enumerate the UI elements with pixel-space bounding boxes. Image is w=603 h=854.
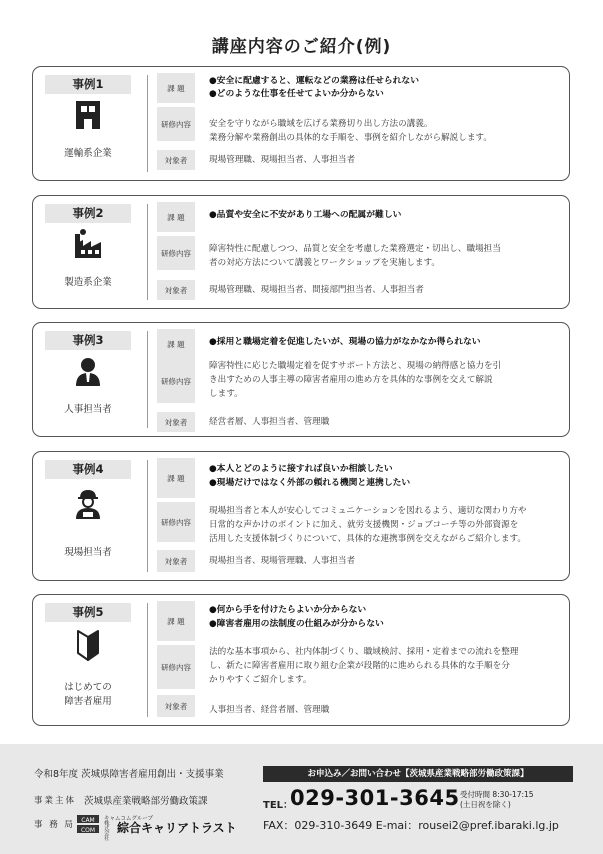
issue-label: 課 題 <box>157 73 195 103</box>
factory-icon <box>73 228 103 260</box>
building-icon <box>73 99 103 131</box>
company-logo <box>77 814 247 842</box>
content-text: 安全を守りながら職域を広げる業務切り出し方法の講義。 <box>209 119 433 129</box>
case-category <box>33 147 143 161</box>
case-category <box>33 546 143 560</box>
case-category <box>33 681 143 709</box>
target-label: 対象者 <box>157 550 195 572</box>
content-text: 法的な基本事項から、社内体制づくり、職域検討、採用・定着までの流れを整理 <box>209 647 519 657</box>
worker-icon <box>73 488 103 520</box>
case-category-line: 障害者雇用 <box>64 696 112 707</box>
case-category-line: 現場担当者 <box>64 547 112 558</box>
case-tag: 事例1 <box>45 75 131 94</box>
case-category-line: 製造系企業 <box>64 277 112 288</box>
svg-text:COM: COM <box>80 827 96 834</box>
program-name: 令和8年度 茨城県障害者雇用創出・支援事業 <box>34 769 224 780</box>
issue-label: 課 題 <box>157 329 195 359</box>
svg-text:CAM: CAM <box>81 817 95 824</box>
issue-text: ●何から手を付けたらよいか分からない <box>209 605 367 615</box>
content-text: 障害特性に配慮しつつ、品質と安全を考慮した業務選定・切出し、職場担当 <box>209 244 501 254</box>
sponsor-key: 事業主体 <box>34 796 77 806</box>
case-category-line: 人事担当者 <box>64 404 112 415</box>
issue-text: ●安全に配慮すると、運転などの業務は任せられない <box>209 76 420 86</box>
divider <box>147 460 148 572</box>
content-text: 活用した支援体制づくりについて、具体的な連携事例を交えながらご紹介します。 <box>209 534 526 544</box>
camcom-logo-icon <box>77 814 101 834</box>
case-header <box>33 323 143 436</box>
content-label: 研修内容 <box>157 359 195 403</box>
company-name: 綜合キャリアトラスト <box>117 821 237 835</box>
content-label: 研修内容 <box>157 107 195 141</box>
hours-text: 受付時間 8:30-17:15 <box>460 790 534 799</box>
issue-text: ●品質や安全に不安があり工場への配属が難しい <box>209 210 402 220</box>
content-text: します。 <box>209 389 243 399</box>
divider <box>147 331 148 428</box>
beginner-mark-icon <box>73 629 103 661</box>
issue-text: ●どのような仕事を任せてよいか分からない <box>209 89 384 99</box>
sponsor-name: 茨城県産業戦略部労働政策課 <box>84 796 208 807</box>
case-tag: 事例4 <box>45 460 131 479</box>
person-icon <box>73 355 103 387</box>
content-text: 業務分解や業務創出の具体的な手順を、事例を紹介しながら解説します。 <box>209 133 492 143</box>
target-text: 経営者層、人事担当者、管理職 <box>209 417 330 427</box>
case-card <box>32 594 570 726</box>
contact-bar: お申込み／お問い合わせ【茨城県産業戦略部労働政策課】 <box>263 766 573 782</box>
fax-email: FAX：029-310-3649 E-mai：rousei2@pref.ibaraki.lg.jp <box>263 819 559 832</box>
content-text: かりやすくご紹介します。 <box>209 675 312 685</box>
case-tag: 事例3 <box>45 331 131 350</box>
target-text: 現場管理職、現場担当者、間接部門担当者、人事担当者 <box>209 285 424 295</box>
issue-text: ●採用と職場定着を促進したいが、現場の協力がなかなか得られない <box>209 337 481 347</box>
divider <box>147 75 148 172</box>
case-header <box>33 595 143 725</box>
target-text: 人事担当者、経営者層、管理職 <box>209 705 330 715</box>
content-label: 研修内容 <box>157 502 195 542</box>
divider <box>147 204 148 300</box>
target-label: 対象者 <box>157 412 195 432</box>
case-category <box>33 276 143 290</box>
divider <box>147 603 148 717</box>
company-prefix: 株式会社 <box>104 821 110 842</box>
case-tag: 事例2 <box>45 204 131 223</box>
target-label: 対象者 <box>157 695 195 717</box>
case-category <box>33 403 143 417</box>
case-header <box>33 452 143 580</box>
case-header <box>33 196 143 308</box>
case-tag: 事例5 <box>45 603 131 622</box>
office-hours <box>460 790 534 810</box>
target-text: 現場管理職、現場担当者、人事担当者 <box>209 155 356 165</box>
issue-text: ●現場だけではなく外部の頼れる機関と連携したい <box>209 478 411 488</box>
content-text: 日常的な声かけのポイントに加え、就労支援機関・ジョブコーチ等の外部資源を <box>209 520 519 530</box>
case-card <box>32 195 570 309</box>
issue-label: 課 題 <box>157 601 195 641</box>
company-group: キャムコムグループ <box>104 816 154 822</box>
hours-note: (土日祝を除く) <box>460 800 511 809</box>
content-label: 研修内容 <box>157 236 195 270</box>
office-key: 事 務 局 <box>34 820 75 830</box>
case-category-line: はじめての <box>64 682 112 693</box>
case-card <box>32 66 570 181</box>
tel-label: TEL： <box>263 800 294 811</box>
issue-label: 課 題 <box>157 202 195 232</box>
issue-label: 課 題 <box>157 458 195 498</box>
page-title: 講座内容のご紹介(例) <box>211 37 392 57</box>
issue-text: ●本人とどのように接すれば良いか相談したい <box>209 464 393 474</box>
content-text: 現場担当者と本人が安心してコミュニケーションを図れるよう、適切な関わり方や <box>209 506 527 516</box>
case-category-line: 運輸系企業 <box>64 148 112 159</box>
content-text: き出すための人事主導の障害者雇用の進め方を具体的な事例を交えて解説 <box>209 375 493 385</box>
content-text: 者の対応方法について講義とワークショップを実施します。 <box>209 258 441 268</box>
target-text: 現場担当者、現場管理職、人事担当者 <box>209 556 356 566</box>
content-label: 研修内容 <box>157 645 195 689</box>
case-card <box>32 322 570 437</box>
target-label: 対象者 <box>157 150 195 170</box>
target-label: 対象者 <box>157 280 195 300</box>
case-header <box>33 67 143 180</box>
case-card <box>32 451 570 581</box>
content-text: 障害特性に応じた職場定着を促すサポート方法と、現場の納得感と協力を引 <box>209 361 502 371</box>
tel-number[interactable]: 029-301-3645 <box>290 786 460 810</box>
issue-text: ●障害者雇用の法制度の仕組みが分からない <box>209 619 384 629</box>
content-text: し、新たに障害者雇用に取り組む企業が段階的に進められる具体的な手順を分 <box>209 661 510 671</box>
